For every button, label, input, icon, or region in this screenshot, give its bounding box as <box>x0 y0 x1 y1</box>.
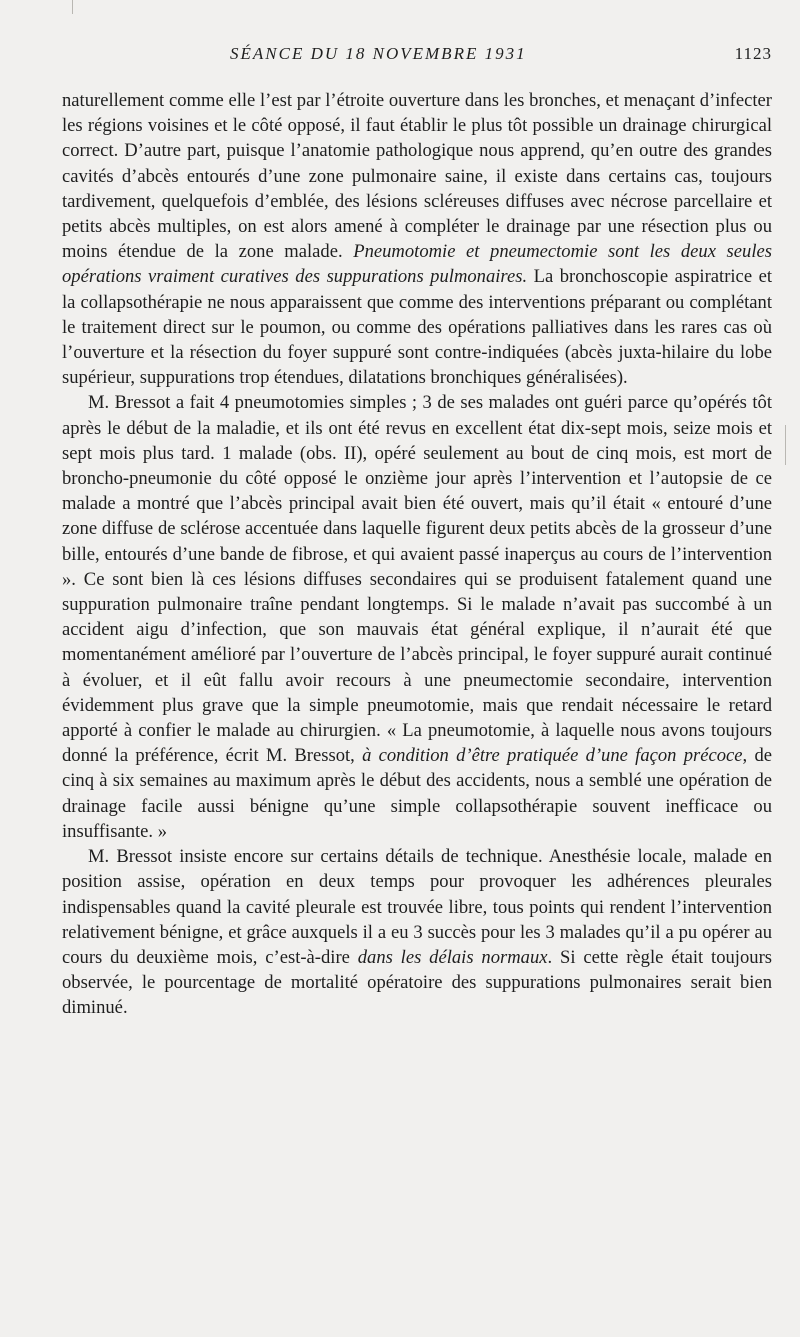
paragraph-1 <box>62 88 772 390</box>
paragraph-3-text-1: M. Bressot insiste encore sur certains détails de technique. Anesthésie locale, malade en position assise, opération en deux temps pour provoquer les adhérences pleurales indispensables quand la cavité pleurale est trouvée libre, tous points qui rendent l’intervention relativement bénigne, et grâce auxquels il a eu 3 succès pour les 3 malades qu’il a pu opérer au cours du deuxième mois, c’est-à-dire <box>62 846 772 968</box>
paragraph-2-text-1: M. Bressot a fait 4 pneumotomies simples ; 3 de ses malades ont guéri parce qu’opérés tôt après le début de la maladie, et ils ont été revus en excellent état dix-sept mois, seize mois et sept mois plus tard. 1 malade (obs. II), opéré seulement au bout de cinq mois, est mort de broncho-pneumonie du côté opposé le onzième jour après l’intervention et l’autopsie de ce malade a montré que l’abcès principal avait bien été ouvert, mais qu’il était « entouré d’une zone diffuse de sclérose accentuée dans laquelle figurent deux petits abcès de la grosseur d’une bille, entourés d’une bande de fibrose, et qui avaient passé inaperçus au cours de l’intervention ». Ce sont bien là ces lésions diffuses secondaires qui se produisent fatalement quand une suppuration pulmonaire traîne pendant longtemps. Si le malade n’avait pas succombé à un accident aigu d’infection, que son mauvais état général explique, il n’aurait été que momentanément amélioré par l’ouverture de l’abcès principal, le foyer suppuré aurait continué à évoluer, et il eût fallu avoir recours à une pneumectomie secondaire, intervention évidemment plus grave que la simple pneumotomie, mais que rendait nécessaire le retard apporté à confier le malade au chirurgien. « La pneumotomie, à laquelle nous avons toujours donné la préférence, écrit M. Bressot, <box>62 392 772 767</box>
page-number: 1123 <box>734 44 772 63</box>
paragraph-2-italic-1: à condition d’être pratiquée d’une façon précoce <box>362 745 743 767</box>
paragraph-2-text-2: , de cinq à six semaines au maximum après le début des accidents, nous a semblé une opération de drainage facile aussi bénigne qu’une simple collapsothérapie souvent inefficace ou insuffisante. » <box>62 745 772 842</box>
page-edge-mark-top <box>72 0 73 14</box>
paragraph-3-italic-1: dans les délais normaux <box>357 946 548 968</box>
paragraph-1-italic-1: Pneumotomie et pneumectomie sont les deux seules opérations vraiment curatives des suppurations pulmonaires. <box>62 241 772 288</box>
running-title: SÉANCE DU 18 NOVEMBRE 1931 <box>230 44 527 63</box>
paragraph-1-text-1: naturellement comme elle l’est par l’étroite ouverture dans les bronches, et menaçant d’infecter les régions voisines et le côté opposé, il faut établir le plus tôt possible un drainage chirurgical correct. D’autre part, puisque l’anatomie pathologique nous apprend, qu’en outre des grandes cavités d’abcès entourés d’une zone pulmonaire saine, il existe dans certains cas, toujours tardivement, quelquefois d’emblée, des lésions scléreuses diffuses avec nécrose parcellaire et petits abcès multiples, on est alors amené à compléter le drainage par une résection plus ou moins étendue de la zone malade. <box>62 90 772 263</box>
page-header <box>62 44 772 66</box>
body-text <box>62 88 772 1021</box>
paragraph-3 <box>62 844 772 1020</box>
paragraph-1-text-2: La bronchoscopie aspiratrice et la collapsothérapie ne nous apparaissent que comme des interventions préparant ou complétant le traitement direct sur le poumon, ou comme des opérations palliatives dans les rares cas où l’ouverture et la résection du foyer suppuré sont contre-indiquées (abcès juxta-hilaire du lobe supérieur, suppurations trop étendues, dilatations bronchiques généralisées). <box>62 266 772 389</box>
paragraph-3-text-2: . Si cette règle était toujours observée, le pourcentage de mortalité opératoire des suppurations pulmonaires serait bien diminué. <box>62 946 772 1019</box>
paragraph-2 <box>62 390 772 844</box>
page-edge-mark-right <box>785 425 786 465</box>
